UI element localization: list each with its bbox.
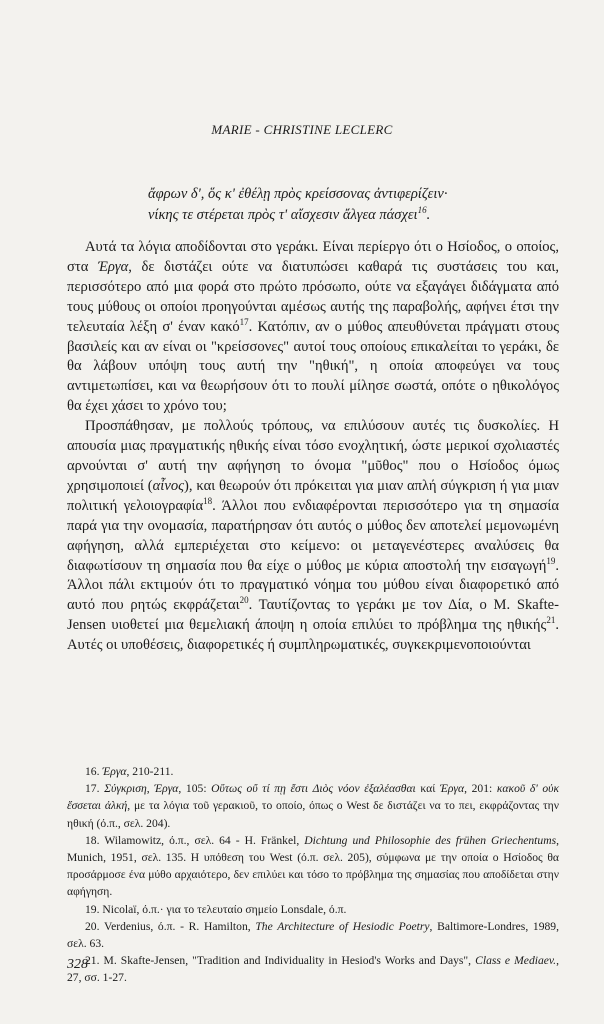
paragraph-2: Προσπάθησαν, με πολλούς τρόπους, να επιλύσουν αυτές τις δυσκολίες. Η απουσία μιας πραγματικής ηθικής είναι τόσο ενοχλητική, ώστε μερικοί σχολιαστές αρνούνται σ' αυτή την αφήγηση το όνομα "μῦθος" που ο Ησίοδος όμως χρησιμοποιεί (αἶνος), και θεωρούν ότι πρόκειται για μιαν απλή σύγκριση ή για μιαν πολιτική γελοιογραφία$^{18}$. Άλλοι που ενδιαφέρονται περισσότερο για τη σημασία παρά για την ονομασία, παρατήρησαν ότι αυτός ο μύθος δεν αποτελεί μεμονωμένη αφήγηση, αλλά εμπεριέχεται στο κείμενο: οι μεταγενέστερες αναλύσεις θα διαφωτίσουν τη σημασία που θα είχε ο μύθος με κύρια αποστολή την εισαγωγή$^{19}$. Άλλοι πάλι εκτιμούν ότι το πραγματικό νόημα του μύθου είναι διαφορετικό από αυτό που ρητώς εκφράζεται$^{20}$. Ταυτίζοντας το γεράκι με τον Δία, ο M. Skafte-Jensen υιοθετεί μια θεμελιακή άποψη η οποία επιλύει το πρόβλημα της ηθικής$^{21}$. Αυτές οι υποθέσεις, διαφορετικές ή συμπληρωματικές, συγκεκριμενοποιούνται — [67, 418, 560, 654]
footnote-20: 20. Verdenius, ό.π. - R. Hamilton, The Architecture of Hesiodic Poetry, Baltimore-Londres, 1989, σελ. 63. — [67, 919, 559, 951]
footnote-ref-19[interactable]: 19 — [546, 555, 556, 566]
footnote-ref-21[interactable]: 21 — [546, 615, 556, 626]
quote-line-2: νίκης τε στέρεται πρὸς τ' αἴσχεσιν ἄλγεα πάσχει$^{16}$. — [148, 205, 431, 223]
footnote-16: 16. Έργα, 210-211. — [85, 765, 174, 778]
footnotes — [67, 763, 559, 987]
footnote-18: 18. Wilamowitz, ό.π., σελ. 64 - H. Fränkel, Dichtung und Philosophie des frühen Griechentums, Munich, 1951, σελ. 135. Η υπόθεση του West (ό.π. σελ. 205), σύμφωνα με την οποία ο Ησίοδος θα προσάρμοσε ένα μύθο αρχαιότερο, δεν επιλύει και τόσο το πρόβλημα της σημασίας που αποδίδεται στην αφήγηση. — [67, 833, 559, 899]
footnote-ref-17[interactable]: 17 — [239, 316, 249, 327]
footnote-21: 21. M. Skafte-Jensen, "Tradition and Individuality in Hesiod's Works and Days", Class e Mediaev., 27, σσ. 1-27. — [67, 954, 559, 985]
running-header: MARIE - CHRISTINE LECLERC — [211, 122, 393, 137]
quote-line-1: ἄφρων δ', ὅς κ' ἐθέλῃ πρὸς κρείσσονας ἀντιφερίζειν· — [148, 186, 448, 202]
footnote-ref-20[interactable]: 20 — [239, 595, 249, 606]
page-number: 328 — [67, 957, 88, 972]
paragraph-1: Αυτά τα λόγια αποδίδονται στο γεράκι. Είναι περίεργο ότι ο Ησίοδος, ο οποίος, στα Έργα, δε διστάζει ούτε να διατυπώσει καθαρά τις συστάσεις του και, περισσότερο από μια φορά στο πρώτο πρόσωπο, ούτε να εξαγάγει διδάγματα από τους μύθους οι οποίοι προηγούνται αμέσως αυτής της παραβολής, αφήνει έτσι την τελευταία λέξη σ' έναν κακό$^{17}$. Κατόπιν, αν ο μύθος απευθύνεται πράγματι στους βασιλείς και αν είναι οι "κρείσσονες" αυτοί τους οποίους επικαλείται το γεράκι, δε θα λάβουν υπόψη τους αυτή την "ηθική", η οποία αποφεύγει να τους αντιμετωπίσει, και να θεωρήσουν ότι το πουλί μίλησε σωστά, οπότε ο ηθικολόγος θα έχει χάσει το χρόνο του; — [67, 239, 559, 415]
footnote-ref-16[interactable]: 16 — [417, 205, 427, 216]
footnote-19: 19. Nicolaï, ό.π.· για το τελευταίο σημείο Lonsdale, ό.π. — [85, 902, 347, 916]
body-text — [67, 238, 559, 656]
greek-verse-quote — [148, 184, 568, 226]
footnote-17: 17. Σύγκριση, Έργα, 105: Οὕτως οὔ τί πῃ ἔστι Διὸς νόον ἐξαλέασθαι καί Έργα, 201: κακοῦ δ' οὐκ ἔσσεται ἀλκή, με τα λόγια τοῦ γερακιοῦ, το οποίο, όπως ο West δε διστάζει να το πει, εκφράζοντας την ηθική (ό.π., σελ. 204). — [67, 782, 560, 830]
footnote-ref-18[interactable]: 18 — [203, 495, 213, 506]
